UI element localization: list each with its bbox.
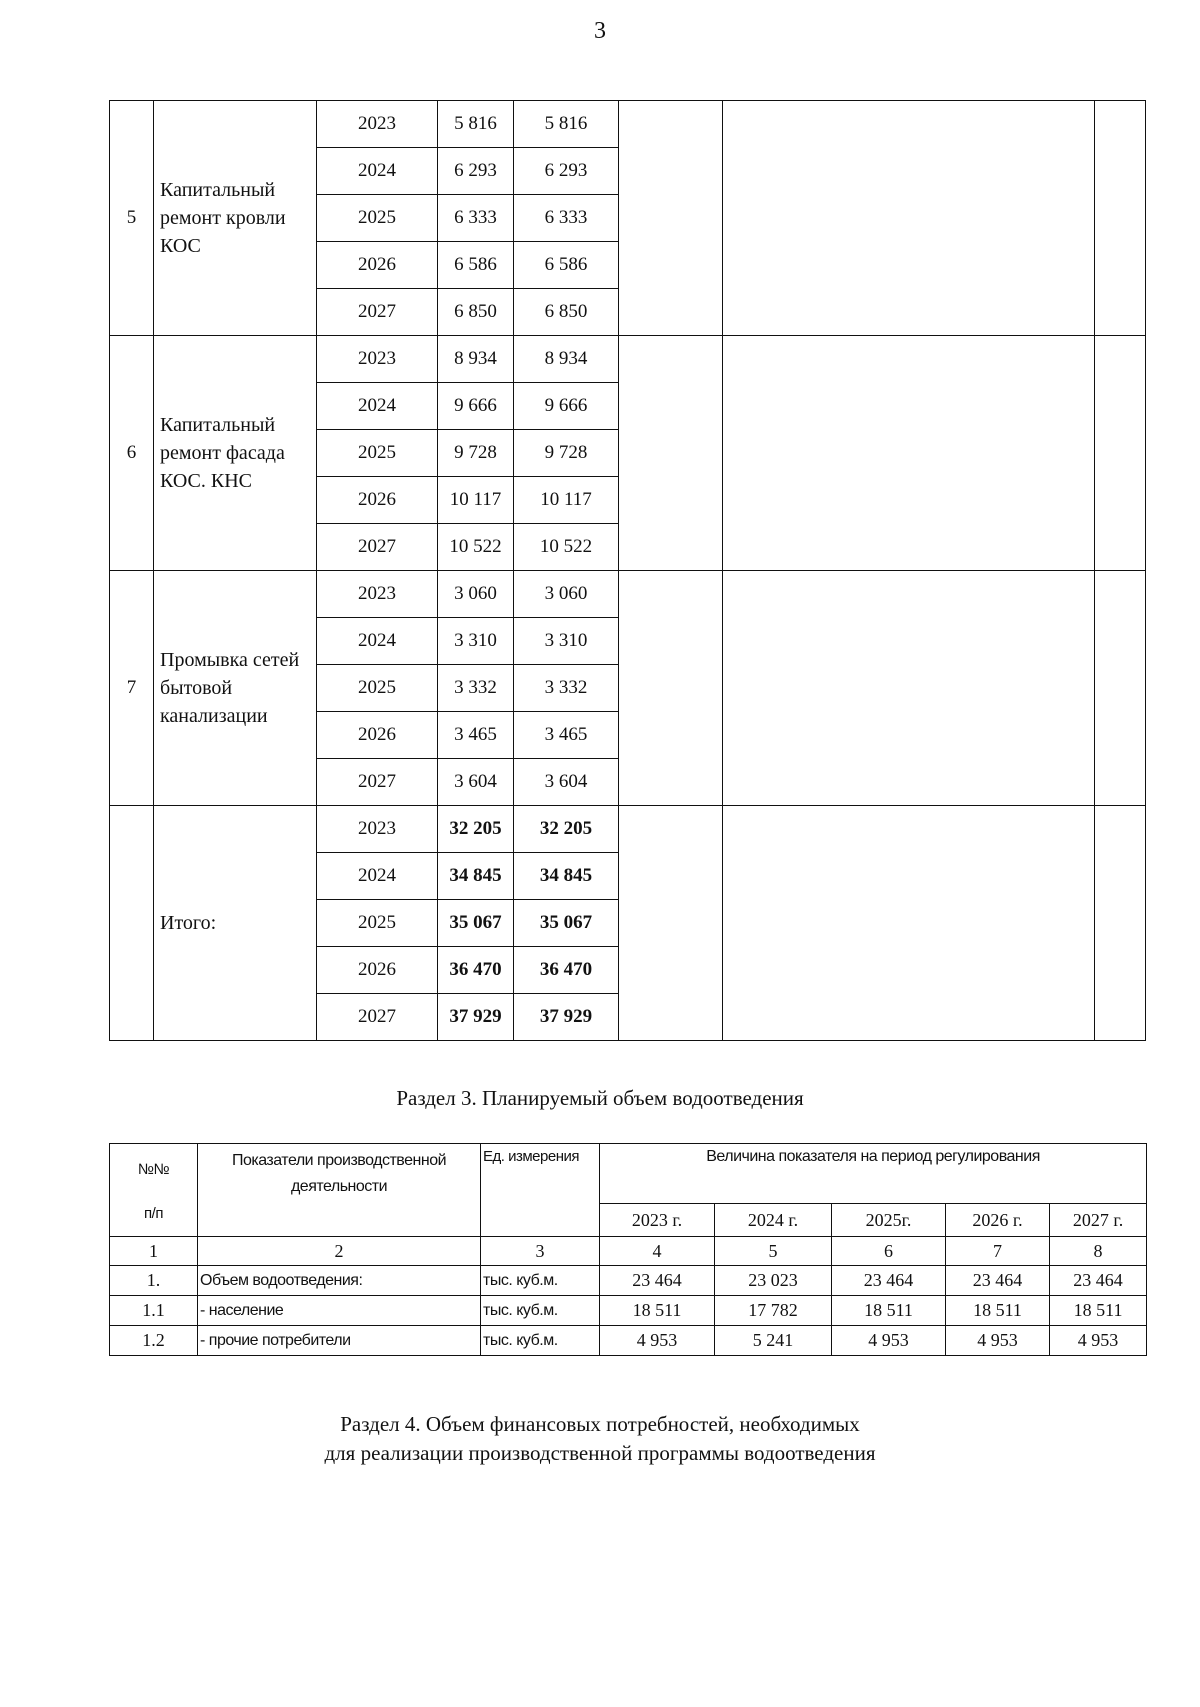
value-cell: 6 333 <box>438 195 514 242</box>
unit-cell: тыс. куб.м. <box>481 1326 600 1356</box>
value-cell: 3 332 <box>438 665 514 712</box>
table-row <box>110 1326 1147 1356</box>
table-row <box>110 336 1146 383</box>
value-cell: 35 067 <box>438 900 514 947</box>
year-cell: 2026 <box>317 242 438 289</box>
works-cost-table <box>109 100 1146 1041</box>
value-cell: 10 117 <box>514 477 619 524</box>
blank-col-c <box>1095 336 1146 571</box>
value-cell: 10 522 <box>438 524 514 571</box>
year-cell: 2024 <box>317 383 438 430</box>
value-cell: 18 511 <box>600 1296 715 1326</box>
blank-col-a <box>619 101 723 336</box>
year-cell: 2027 <box>317 289 438 336</box>
value-cell: 3 604 <box>438 759 514 806</box>
value-cell: 3 310 <box>438 618 514 665</box>
year-cell: 2025 <box>317 900 438 947</box>
value-cell: 5 816 <box>438 101 514 148</box>
value-cell: 18 511 <box>1050 1296 1147 1326</box>
value-cell: 3 465 <box>514 712 619 759</box>
year-cell: 2023 <box>317 101 438 148</box>
value-cell: 23 464 <box>1050 1266 1147 1296</box>
item-name: Капитальный ремонт фасада КОС. КНС <box>154 336 317 571</box>
column-index: 6 <box>832 1237 946 1266</box>
value-cell: 3 060 <box>438 571 514 618</box>
wastewater-volume-table <box>109 1143 1147 1356</box>
header-year: 2026 г. <box>946 1204 1050 1237</box>
value-cell: 6 333 <box>514 195 619 242</box>
value-cell: 32 205 <box>438 806 514 853</box>
table-row <box>110 101 1146 148</box>
value-cell: 36 470 <box>438 947 514 994</box>
value-cell: 5 241 <box>715 1326 832 1356</box>
value-cell: 23 023 <box>715 1266 832 1296</box>
unit-cell: тыс. куб.м. <box>481 1296 600 1326</box>
item-number: 6 <box>110 336 154 571</box>
item-name: Промывка сетей бытовой канализации <box>154 571 317 806</box>
value-cell: 4 953 <box>832 1326 946 1356</box>
item-number <box>110 806 154 1041</box>
header-year: 2024 г. <box>715 1204 832 1237</box>
value-cell: 37 929 <box>438 994 514 1041</box>
item-number: 5 <box>110 101 154 336</box>
value-cell: 6 293 <box>514 148 619 195</box>
value-cell: 9 728 <box>438 430 514 477</box>
column-index: 5 <box>715 1237 832 1266</box>
year-cell: 2026 <box>317 712 438 759</box>
header-year: 2023 г. <box>600 1204 715 1237</box>
header-period: Величина показателя на период регулирования <box>600 1144 1147 1204</box>
value-cell: 4 953 <box>1050 1326 1147 1356</box>
blank-col-a <box>619 806 723 1041</box>
value-cell: 9 666 <box>438 383 514 430</box>
year-cell: 2026 <box>317 477 438 524</box>
value-cell: 34 845 <box>438 853 514 900</box>
blank-col-b <box>723 806 1095 1041</box>
header-indicator: Показатели производственной деятельности <box>198 1144 481 1237</box>
blank-col-a <box>619 336 723 571</box>
value-cell: 3 465 <box>438 712 514 759</box>
blank-col-a <box>619 571 723 806</box>
year-cell: 2024 <box>317 618 438 665</box>
column-index: 1 <box>110 1237 198 1266</box>
table-row <box>110 571 1146 618</box>
value-cell: 32 205 <box>514 806 619 853</box>
value-cell: 17 782 <box>715 1296 832 1326</box>
row-number: 1.1 <box>110 1296 198 1326</box>
item-name: Итого: <box>154 806 317 1041</box>
blank-col-b <box>723 571 1095 806</box>
blank-col-b <box>723 336 1095 571</box>
header-unit: Ед. измерения <box>481 1144 600 1237</box>
blank-col-b <box>723 101 1095 336</box>
year-cell: 2023 <box>317 571 438 618</box>
year-cell: 2026 <box>317 947 438 994</box>
blank-col-c <box>1095 571 1146 806</box>
value-cell: 35 067 <box>514 900 619 947</box>
value-cell: 18 511 <box>832 1296 946 1326</box>
value-cell: 10 522 <box>514 524 619 571</box>
value-cell: 6 850 <box>514 289 619 336</box>
value-cell: 4 953 <box>600 1326 715 1356</box>
value-cell: 3 332 <box>514 665 619 712</box>
header-year: 2027 г. <box>1050 1204 1147 1237</box>
header-year: 2025г. <box>832 1204 946 1237</box>
row-number: 1. <box>110 1266 198 1296</box>
value-cell: 36 470 <box>514 947 619 994</box>
value-cell: 10 117 <box>438 477 514 524</box>
column-index: 2 <box>198 1237 481 1266</box>
indicator-name: - прочие потребители <box>198 1326 481 1356</box>
value-cell: 37 929 <box>514 994 619 1041</box>
table-row <box>110 1266 1147 1296</box>
year-cell: 2027 <box>317 994 438 1041</box>
value-cell: 18 511 <box>946 1296 1050 1326</box>
unit-cell: тыс. куб.м. <box>481 1266 600 1296</box>
value-cell: 3 604 <box>514 759 619 806</box>
indicator-name: Объем водоотведения: <box>198 1266 481 1296</box>
value-cell: 23 464 <box>946 1266 1050 1296</box>
year-cell: 2027 <box>317 524 438 571</box>
section4-title: Раздел 4. Объем финансовых потребностей, необходимых для реализации производственной программы водоотведения <box>324 1412 876 1465</box>
section3-title: Раздел 3. Планируемый объем водоотведения <box>396 1086 804 1110</box>
value-cell: 9 728 <box>514 430 619 477</box>
value-cell: 8 934 <box>438 336 514 383</box>
year-cell: 2027 <box>317 759 438 806</box>
value-cell: 9 666 <box>514 383 619 430</box>
blank-col-c <box>1095 101 1146 336</box>
year-cell: 2025 <box>317 430 438 477</box>
item-number: 7 <box>110 571 154 806</box>
year-cell: 2024 <box>317 148 438 195</box>
value-cell: 23 464 <box>832 1266 946 1296</box>
value-cell: 3 310 <box>514 618 619 665</box>
value-cell: 34 845 <box>514 853 619 900</box>
year-cell: 2024 <box>317 853 438 900</box>
page-number: 3 <box>594 18 606 44</box>
table-row <box>110 1296 1147 1326</box>
header-num: №№ п/п <box>110 1144 198 1237</box>
year-cell: 2025 <box>317 665 438 712</box>
table-row <box>110 806 1146 853</box>
value-cell: 6 586 <box>514 242 619 289</box>
value-cell: 4 953 <box>946 1326 1050 1356</box>
blank-col-c <box>1095 806 1146 1041</box>
value-cell: 6 586 <box>438 242 514 289</box>
value-cell: 8 934 <box>514 336 619 383</box>
year-cell: 2023 <box>317 336 438 383</box>
item-name: Капитальный ремонт кровли КОС <box>154 101 317 336</box>
value-cell: 3 060 <box>514 571 619 618</box>
year-cell: 2023 <box>317 806 438 853</box>
indicator-name: - население <box>198 1296 481 1326</box>
value-cell: 6 293 <box>438 148 514 195</box>
column-index: 8 <box>1050 1237 1147 1266</box>
column-index: 4 <box>600 1237 715 1266</box>
value-cell: 23 464 <box>600 1266 715 1296</box>
row-number: 1.2 <box>110 1326 198 1356</box>
year-cell: 2025 <box>317 195 438 242</box>
value-cell: 6 850 <box>438 289 514 336</box>
column-index: 3 <box>481 1237 600 1266</box>
column-index: 7 <box>946 1237 1050 1266</box>
value-cell: 5 816 <box>514 101 619 148</box>
